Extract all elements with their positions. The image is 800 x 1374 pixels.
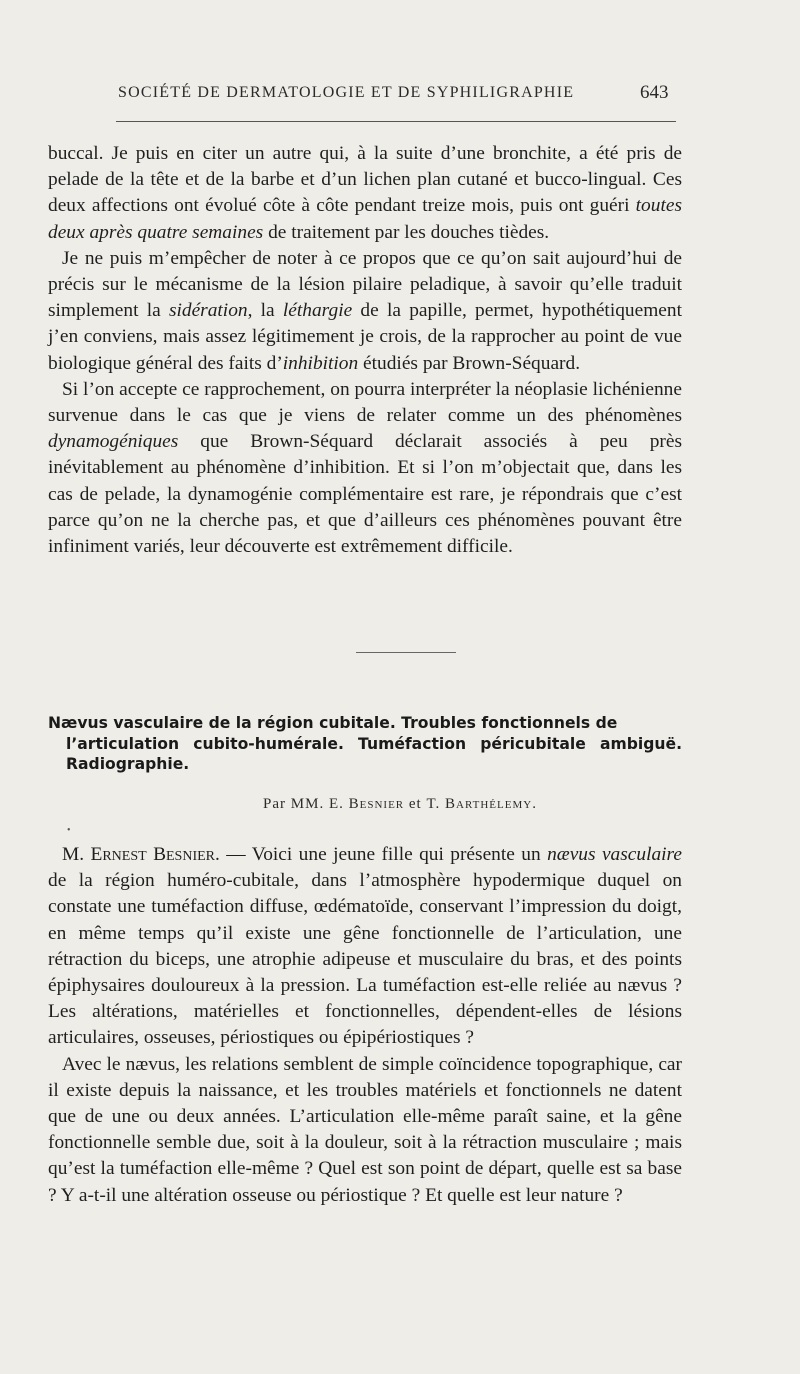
previous-article-text <box>48 141 682 560</box>
paragraph: Je ne puis m’empêcher de noter à ce propos que ce qu’on sait aujourd’hui de précis sur le mécanisme de la lésion pilaire peladique, à savoir qu’elle traduit simplement la sidération, la léthargie de la papille, permet, hypothétiquement j’en conviens, mais assez légitimement je crois, de la rapprocher au point de vue biologique général des faits d’inhibition étudiés par Brown-Séquard. <box>48 247 682 374</box>
paragraph: Si l’on accepte ce rapprochement, on pourra interpréter la néoplasie lichénienne survenue dans le cas que je viens de relater comme un des phénomènes dynamogéniques que Brown-Séquard déclarait associés à peu près inévitablement au phénomène d’inhibition. Et si l’on m’objectait que, dans les cas de pelade, la dynamogénie complémentaire est rare, je répondrais que c’est parce qu’on ne la cherche pas, et que d’ailleurs ces phénomènes pouvant être infiniment variés, leur découverte est extrêmement difficile. <box>48 378 682 558</box>
page-number: 643 <box>640 82 669 103</box>
article-title: Nævus vasculaire de la région cubitale. Troubles fonctionnels de l’articulation cubito-humérale. Tuméfaction péricubitale ambiguë. Radiographie. <box>48 714 682 773</box>
header-rule <box>116 121 676 122</box>
section-separator <box>356 652 456 653</box>
stray-mark: • <box>67 825 71 836</box>
running-header: SOCIÉTÉ DE DERMATOLOGIE ET DE SYPHILIGRAPHIE <box>118 84 575 101</box>
article-body <box>48 842 682 1209</box>
paragraph: buccal. Je puis en citer un autre qui, à la suite d’une bronchite, a été pris de pelade de la tête et de la barbe et d’un lichen plan cutané et bucco-lingual. Ces deux affections ont évolué côte à côte pendant treize mois, puis ont guéri toutes deux après quatre semaines de traitement par les douches tièdes. <box>48 143 682 243</box>
article-authors: Par MM. E. Besnier et T. Barthélemy. <box>263 796 537 812</box>
paragraph: M. Ernest Besnier. — Voici une jeune fille qui présente un nævus vasculaire de la région huméro-cubitale, dans l’atmosphère hypodermique duquel on constate une tuméfaction diffuse, œdématoïde, conservant l’impression du doigt, en même temps qu’il existe une gêne fonctionnelle de l’articulation, une rétraction du biceps, une atrophie adipeuse et musculaire du bras, et des points épiphysaires douloureux à la pression. La tuméfaction est-elle reliée au nævus ? Les altérations, matérielles et fonctionnelles, dépendent-elles de lésions articulaires, osseuses, périostiques ou épipériostiques ? <box>48 844 682 1049</box>
paragraph: Avec le nævus, les relations semblent de simple coïncidence topographique, car il existe depuis la naissance, et les troubles matériels et fonctionnels ne datent que de une ou deux années. L’articulation elle-même paraît saine, et la gêne fonctionnelle semble due, soit à la douleur, soit à la rétraction musculaire ; mais qu’est la tuméfaction elle-même ? Quel est son point de départ, quelle est sa base ? Y a-t-il une altération osseuse ou périostique ? Et quelle est leur nature ? <box>48 1053 682 1206</box>
